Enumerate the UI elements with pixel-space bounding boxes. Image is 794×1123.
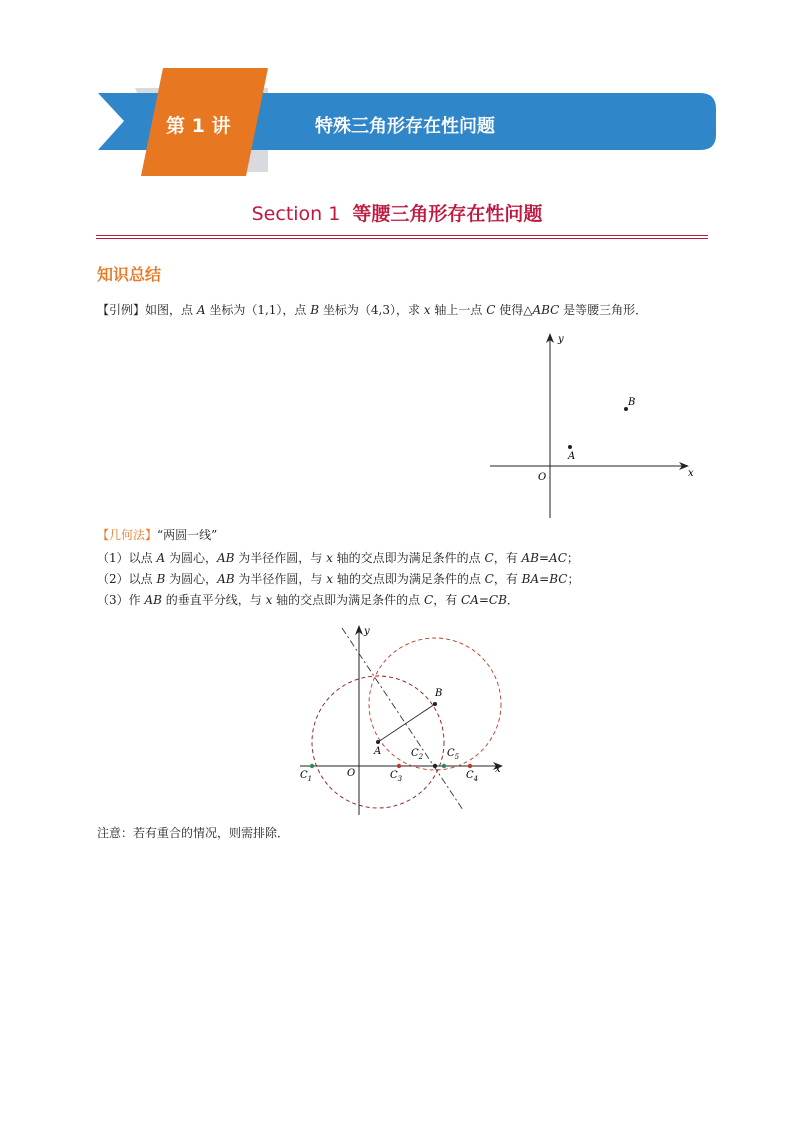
note-text: 注意：若有重合的情况，则需排除． <box>97 826 290 840</box>
text-run: 轴上一点 <box>430 303 487 317</box>
point-a-label: A <box>374 746 382 757</box>
text-run: 如图，点 <box>145 303 197 317</box>
c-base: C <box>300 770 308 781</box>
c-sub: 5 <box>454 753 460 761</box>
point-a <box>568 445 572 449</box>
var-x: x <box>423 303 431 317</box>
text-run: 为圆心， <box>165 572 218 586</box>
method-tag: 【几何法】 <box>97 528 158 542</box>
point-b-label: B <box>435 688 443 699</box>
var: x <box>265 593 273 607</box>
chapter-banner <box>0 0 794 190</box>
section-heading <box>0 199 794 226</box>
var: A <box>156 551 166 565</box>
var: C <box>424 593 434 607</box>
section-divider-top <box>96 235 708 236</box>
section-title: 等腰三角形存在性问题 <box>352 203 543 225</box>
text-run: （3）作 <box>97 593 145 607</box>
summary-heading: 知识总结 <box>97 265 162 284</box>
construction-figure <box>292 620 512 815</box>
point-c4 <box>468 764 472 768</box>
var-c: C <box>486 303 496 317</box>
method-item-1 <box>97 550 579 566</box>
text-run: 轴的交点即为满足条件的点 <box>332 551 485 565</box>
text-run: 为半径作圆，与 <box>234 572 327 586</box>
text-run: 轴的交点即为满足条件的点 <box>333 572 485 586</box>
x-axis-label: x <box>688 468 694 479</box>
var: AB <box>144 593 162 607</box>
example-text <box>97 302 647 318</box>
method-item-3 <box>97 592 519 608</box>
segment-ab <box>378 704 435 742</box>
point-b <box>433 702 437 706</box>
x-axis-label: x <box>495 764 501 775</box>
text-run: ； <box>567 572 580 586</box>
point-c2 <box>433 764 437 768</box>
point-a <box>376 740 380 744</box>
example-tag: 【引例】 <box>97 303 146 317</box>
text-run: （2）以点 <box>97 572 157 586</box>
perpendicular-bisector <box>342 628 463 810</box>
c-sub: 1 <box>307 775 313 783</box>
text-run: 使得△ <box>495 303 533 317</box>
var-abc: ABC <box>532 303 560 317</box>
lecture-title: 特殊三角形存在性问题 <box>315 116 495 137</box>
point-c3 <box>397 764 401 768</box>
text-run: ，有 <box>493 551 522 565</box>
point-c1 <box>310 764 314 768</box>
text-run: ． <box>506 593 519 607</box>
c-base: C <box>411 748 419 759</box>
c-base: C <box>390 770 398 781</box>
var: BA=BC <box>521 572 568 586</box>
c5-label <box>447 748 460 761</box>
var: AB=AC <box>521 551 567 565</box>
c-sub: 3 <box>397 775 403 783</box>
var: C <box>484 572 494 586</box>
c-base: C <box>466 770 474 781</box>
var: B <box>156 572 166 586</box>
origin-label: O <box>538 472 547 483</box>
text-run: 坐标为（1,1），点 <box>205 303 311 317</box>
var: CA=CB <box>461 593 507 607</box>
banner-graphic <box>0 0 794 190</box>
var: x <box>326 572 334 586</box>
method-item-2 <box>97 571 579 587</box>
text-run: 的垂直平分线，与 <box>161 593 266 607</box>
text-run: ，有 <box>433 593 462 607</box>
text-run: 为半径作圆，与 <box>234 551 327 565</box>
text-run: 是等腰三角形． <box>559 303 648 317</box>
point-b-label: B <box>628 397 636 408</box>
c4-label <box>466 770 478 783</box>
var-b: B <box>310 303 320 317</box>
text-run: （1）以点 <box>97 551 157 565</box>
y-axis-label: y <box>364 626 370 637</box>
var: x <box>326 551 333 565</box>
c2-label <box>411 748 424 761</box>
var: AB <box>217 572 235 586</box>
lecture-label: 第 1 讲 <box>166 115 231 137</box>
var: AB <box>216 551 235 565</box>
c1-label <box>300 770 312 783</box>
c-sub: 2 <box>418 753 424 761</box>
c3-label <box>390 770 403 783</box>
coordinate-figure <box>470 328 710 523</box>
text-run: ； <box>566 551 579 565</box>
method-subtitle: “两圆一线” <box>157 528 218 542</box>
point-c5 <box>442 764 446 768</box>
var: C <box>484 551 494 565</box>
text-run: 坐标为（4,3），求 <box>319 303 424 317</box>
section-number: Section 1 <box>251 203 341 225</box>
text-run: 轴的交点即为满足条件的点 <box>272 593 424 607</box>
section-divider-bottom <box>96 238 708 239</box>
y-axis-label: y <box>558 334 564 345</box>
c-sub: 4 <box>473 775 479 783</box>
origin-label: O <box>347 768 356 779</box>
method-heading <box>97 527 217 543</box>
text-run: ，有 <box>493 572 522 586</box>
point-a-label: A <box>568 451 576 462</box>
c-base: C <box>447 748 455 759</box>
text-run: 为圆心， <box>165 551 217 565</box>
var-a: A <box>196 303 206 317</box>
